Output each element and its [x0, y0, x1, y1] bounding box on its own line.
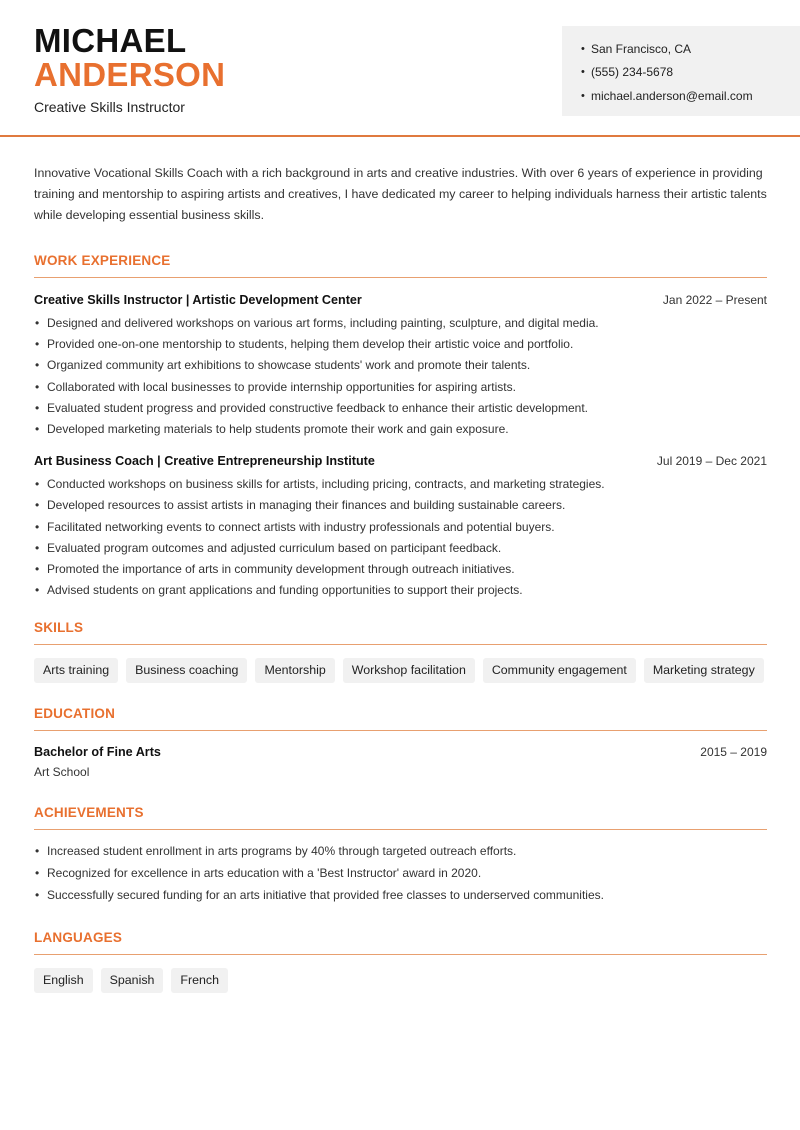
job-role: Art Business Coach | Creative Entrepreneurship Institute: [34, 454, 375, 469]
job-title: Creative Skills Instructor: [34, 99, 185, 115]
job-entry: [34, 454, 767, 601]
section-title-education: EDUCATION: [34, 706, 767, 731]
job-dates: Jan 2022 – Present: [662, 293, 767, 307]
list-item: • Designed and delivered workshops on various art forms, including painting, sculpture, and digital media.: [34, 313, 767, 334]
list-item: • Developed resources to assist artists in managing their finances and building sustainable careers.: [34, 495, 767, 516]
achievements-list: [34, 840, 767, 906]
list-item: • Organized community art exhibitions to showcase students' work and promote their talents.: [34, 355, 767, 376]
list-item: • Increased student enrollment in arts programs by 40% through targeted outreach efforts.: [34, 840, 767, 862]
job-dates: Jul 2019 – Dec 2021: [656, 454, 767, 469]
last-name: ANDERSON: [34, 56, 226, 93]
languages-section: [34, 930, 767, 993]
bullet-icon: •: [581, 66, 585, 79]
skill-chip: Workshop facilitation: [343, 658, 475, 683]
skill-chip: Arts training: [34, 658, 118, 683]
list-item: • Conducted workshops on business skills for artists, including pricing, contracts, and marketing strategies.: [34, 474, 767, 495]
list-item: • Advised students on grant applications and funding opportunities to support their projects.: [34, 580, 767, 601]
job-header: [34, 293, 767, 307]
list-item: • Evaluated program outcomes and adjusted curriculum based on participant feedback.: [34, 538, 767, 559]
education-school: Art School: [34, 765, 90, 780]
resume-body: [34, 163, 767, 993]
list-item: • Provided one-on-one mentorship to students, helping them develop their artistic voice and portfolio.: [34, 334, 767, 355]
contact-location-text: San Francisco, CA: [591, 41, 692, 56]
language-chip: Spanish: [101, 968, 164, 993]
list-item: • Recognized for excellence in arts education with a 'Best Instructor' award in 2020.: [34, 862, 767, 884]
achievements-section: [34, 805, 767, 906]
summary: Innovative Vocational Skills Coach with a rich background in arts and creative industries. With over 6 years of experience in providing training and mentorship to aspiring artists and creatives, I have dedicated my career to helping individuals harness their artistic talents while developing essential business skills.: [34, 166, 767, 222]
list-item: • Evaluated student progress and provided constructive feedback to enhance their artistic development.: [34, 398, 767, 419]
languages-list: [34, 968, 767, 993]
section-title-achievements: ACHIEVEMENTS: [34, 805, 767, 830]
education-dates: 2015 – 2019: [700, 745, 767, 760]
job-bullets: [34, 313, 767, 440]
skill-chip: Marketing strategy: [644, 658, 764, 683]
list-item: • Promoted the importance of arts in community development through outreach initiatives.: [34, 559, 767, 580]
skill-chip: Mentorship: [255, 658, 334, 683]
list-item: • Collaborated with local businesses to provide internship opportunities for aspiring artists.: [34, 377, 767, 398]
skills-section: [34, 620, 767, 683]
education-degree: Bachelor of Fine Arts: [34, 745, 161, 760]
list-item: • Developed marketing materials to help students promote their work and gain exposure.: [34, 419, 767, 440]
contact-box: [562, 26, 800, 116]
language-chip: English: [34, 968, 93, 993]
list-item: • Successfully secured funding for an arts initiative that provided free classes to underserved communities.: [34, 884, 767, 906]
section-title-skills: SKILLS: [34, 620, 767, 645]
job-entry: [34, 293, 767, 440]
education-section: [34, 706, 767, 779]
education-entry: [34, 745, 767, 779]
job-role: Creative Skills Instructor | Artistic Development Center: [34, 293, 362, 307]
contact-phone-text: (555) 234-5678: [591, 65, 674, 80]
bullet-icon: •: [581, 89, 585, 102]
job-bullets: [34, 474, 767, 601]
section-title-languages: LANGUAGES: [34, 930, 767, 955]
skill-chip: Business coaching: [126, 658, 247, 683]
education-header: [34, 745, 767, 759]
bullet-icon: •: [581, 42, 585, 55]
first-name: MICHAEL: [34, 22, 187, 59]
job-header: [34, 454, 767, 468]
section-title-work: WORK EXPERIENCE: [34, 253, 767, 278]
list-item: • Facilitated networking events to connect artists with industry professionals and potential buyers.: [34, 517, 767, 538]
contact-email: [562, 84, 800, 108]
contact-phone: [562, 61, 800, 85]
contact-email-text: michael.anderson@email.com: [591, 88, 753, 103]
resume-header: [0, 0, 800, 137]
skill-chip: Community engagement: [483, 658, 636, 683]
skills-list: [34, 658, 767, 683]
work-experience-section: [34, 253, 767, 601]
contact-location: [562, 37, 800, 61]
language-chip: French: [171, 968, 228, 993]
